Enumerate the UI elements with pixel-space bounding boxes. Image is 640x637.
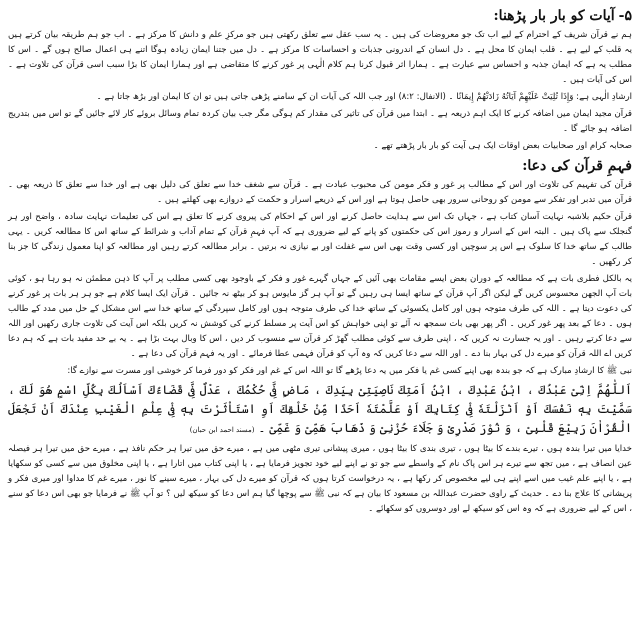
paragraph: صحابہ کرام اور صحابیات بعض اوقات ایک ہی آیت کو بار بار پڑھتے تھے ۔ xyxy=(373,141,632,151)
paragraph: ہم نے قرآن شریف کے احترام کے لیے اب تک جو معروضات کی ہیں ۔ یہ سب عقل سے تعلق رکھتی ہیں جو مرکزِ علم و دانش کا مرکز ہے ۔ اب جو ہم طریقہ بیان کرتے ہیں یہ قلب کے لیے ہے ۔ قلب ایمان کا محل ہے ۔ دل انسان کے اندرونی جذبات و احساسات کا مرکز ہے ۔ دل میں جتنا ایمان زیادہ ہوگا اتنے ہی اعمال صالح ہوں گے ۔ اس کا مطلب یہ ہے کہ ایمان جذبہ و احساس سے عبارت ہے ۔ ہمارا اثر قبول کرنا ہم کلام الٰہی پر غور کرنے کا متقاضی ہے اور ہمارا ایمان کا بڑا سبب اسی قرآن کی تلاوت ہے ۔ اس کی آیات ہیں ۔ xyxy=(8,30,632,85)
paragraph: نبی ﷺ کا ارشادِ مبارک ہے کہ جو بندہ بھی اپنے کسی غم یا فکر میں یہ دعا پڑھے گا تو اللہ اس کے غم اور فکر کو دور فرما کر خوشی اور مسرت سے نوازے گا: xyxy=(67,366,632,376)
section-title: فہمِ قرآن کی دعا: xyxy=(522,158,632,174)
section-heading xyxy=(8,8,632,24)
dua-text: اَللّٰهُمَّ اِنِّیْ عَبْدُكَ ، ابْنُ عَبْدِكَ ، ابْنُ اَمَتِكَ نَاصِیَتِیْ بِیَدِكَ ، مَاضٍ فِیَّ حُكْمُكَ ، عَدْلٌ فِیَّ قَضَاءُكَ اَسْاَلُكَ بِكُلِّ اسْمٍ هُوَ لَكَ ، سَمَّیْتَ بِهٖ نَفْسَكَ اَوْ اَنْزَلْتَهٗ فِیْ كِتَابِكَ اَوْ عَلَّمْتَهٗ اَحَدًا مِّنْ خَلْقِكَ اَوِ اسْتَاْثَرْتَ بِهٖ فِیْ عِلْمِ الْغَیْبِ عِنْدَكَ اَنْ تَجْعَلَ الْقُرْاٰنَ رَبِیْعَ قَلْبِیْ ، وَ نُوْرَ صَدْرِیْ وَ جَلَاءَ حُزْنِیْ وَ ذَهَابَ هَمِّیْ وَ غَمِّیْ ۔ xyxy=(8,383,632,435)
paragraph: ارشادِ الٰہی ہے: وَإِذَا تُلِيَتْ عَلَيْهِمْ آيَاتُهُ زَادَتْهُمْ إِيمَانًا ۔ (الانفال: ۸:۲) اور جب اللہ کی آیات ان کے سامنے پڑھی جاتی ہیں تو ان کا ایمان اور بڑھ جاتا ہے ۔ xyxy=(96,92,632,102)
arabic-dua xyxy=(8,381,632,440)
section-number: ۵- xyxy=(618,8,632,24)
dua-translation: خدایا میں تیرا بندہ ہوں ، تیرے بندے کا بیٹا ہوں ، تیری بندی کا بیٹا ہوں ، میری پیشانی تیری مٹھی میں ہے ، میرے حق میں تیرا ہر حکم نافذ ہے ، میرے حق میں تیرا ہر فیصلہ عین انصاف ہے ، میں تجھ سے تیرے ہر اس پاک نام کے واسطے سے جو تو نے اپنے لیے خود تجویز فرمایا ہے ، یا اپنی کتاب میں اتارا ہے ، یا اپنی مخلوق میں سے کسی کو سکھایا ہے ، یا اپنے علم غیب میں اسے اپنے ہی لیے مخصوص کر رکھا ہے ، یہ درخواست کرتا ہوں کہ قرآن کو میرے دل کی بہار ، میرے سینے کا نور ، میرے غم کا مداوا اور میری فکر و پریشانی کا علاج بنا دے ۔ حدیث کے راوی حضرت عبداللہ بن مسعود کا بیان ہے کہ نبی ﷺ سے پوچھا گیا ہم اس دعا کو سیکھ لیں ؟ تو آپ ﷺ نے فرمایا جو بھی اس دعا کو سنے ، اس کے لیے ضروری ہے کہ وہ اس کو سیکھ لے اور دوسروں کو سکھائے ۔ xyxy=(8,444,632,514)
paragraph: یہ بالکل فطری بات ہے کہ مطالعہ کے دوران بعض ایسے مقامات بھی آئیں کے جہاں گہرے غور و فکر کے باوجود بھی کسی مطلب پر آپ کا ذہن مطمئن نہ ہو رہا ہو ، کوئی بات آپ الجھن محسوس کریں گے لیکن اگر آپ قرآن کے ساتھ ایسا ہی رہیں گے تو آپ ہر گز مایوس ہو کر بیٹھ نہ جائیں ۔ قرآن ایک ایسا کلام ہے جو ہر ہر بات پر غور کرنے کی دعوت دیتا ہے ۔ اللہ کی طرف متوجہ ہوں اور کامل یکسوئی کے ساتھ خدا کی طرف متوجہ ہوں اور کامل سپردگی کے ساتھ خدا سے اس مشکل کے حل میں مدد کے طالب ہوں ۔ دعا کے بعد پھر غور کریں ۔ اگر پھر بھی بات سمجھ نہ آئے تو اپنی خواہش کو اس آیت پر مسلط کرنے کی کوشش نہ کریں بلکہ اس آیت کی تلاوت جاری رکھیں اور اللہ سے دعا کرتے رہیں ۔ اور یہ جسارت نہ کریں کہ ، اپنی طرف سے کوئی مطلب گھڑ کر قرآن سے منسوب کر دیں ، اس کا وبال بہت بڑا ہے ۔ یہ بے حد مفید بات ہے کہ ہم دعا کریں اے اللہ قرآن کو میرے دل کی بہار بنا دے ۔ اور اللہ سے دعا کریں کہ وہ آپ کو قرآن فہمی عطا فرمائے ۔ اور یہ فہم قرآن کی دعا ہے ۔ xyxy=(8,274,632,359)
dua-reference: (مسند احمد ابن حبان) xyxy=(189,426,255,434)
paragraph: قرآن کی تفہیم کی تلاوت اور اس کے مطالب پر غور و فکر مومن کی محبوب عبادت ہے ۔ قرآن سے شغف خدا سے تعلق کی دلیل بھی ہے اور خدا سے تعلق کا ذریعہ بھی ۔ قرآن میں تدبر اور تفکر سے مومن کو روحانی سرور بھی حاصل ہوتا ہے اور اس کے ذریعے اسرار و حکمت کے دروازے بھی کھلتے ہیں ۔ xyxy=(8,180,632,205)
section-heading xyxy=(8,158,632,174)
section-title: آیات کو بار بار پڑھنا: xyxy=(493,8,615,24)
paragraph: قرآن مجید ایمان میں اضافہ کرنے کا ایک اہم ذریعہ ہے ۔ ابتدا میں قرآن کی تاثیر کی مقدار کم ہوگی مگر جب بیان کردہ تمام وسائل بروئے کار لائے جائیں گے تو اس میں بتدریج اضافہ ہو جائے گا ۔ xyxy=(8,109,632,134)
paragraph: قرآن حکیم بلاشبہ نہایت آسان کتاب ہے ، جہاں تک اس سے ہدایت حاصل کرنے اور اس کے احکام کی پیروی کرنے کا تعلق ہے اس کی تعلیمات نہایت سادہ ، واضح اور ہر گنجلک سے پاک ہیں ۔ البتہ اس کے اسرار و رموز اس کی حکمتوں کو پانے کے لیے ضروری ہے کہ آپ فہمِ قرآن کے تمام آداب و شرائط کے ساتھ اس کا مطالعہ کریں ۔ یہی طالب کے ساتھ خدا کا سلوک ہے اس پر سوچیں اور کسی وقت بھی اس سے غفلت اور بے نیازی نہ برتیں ۔ برابر مطالعہ کرتے رہیں اور مطالعہ کو اپنا معمول زندگی کا جز بنا کر رکھیں ۔ xyxy=(8,212,632,267)
